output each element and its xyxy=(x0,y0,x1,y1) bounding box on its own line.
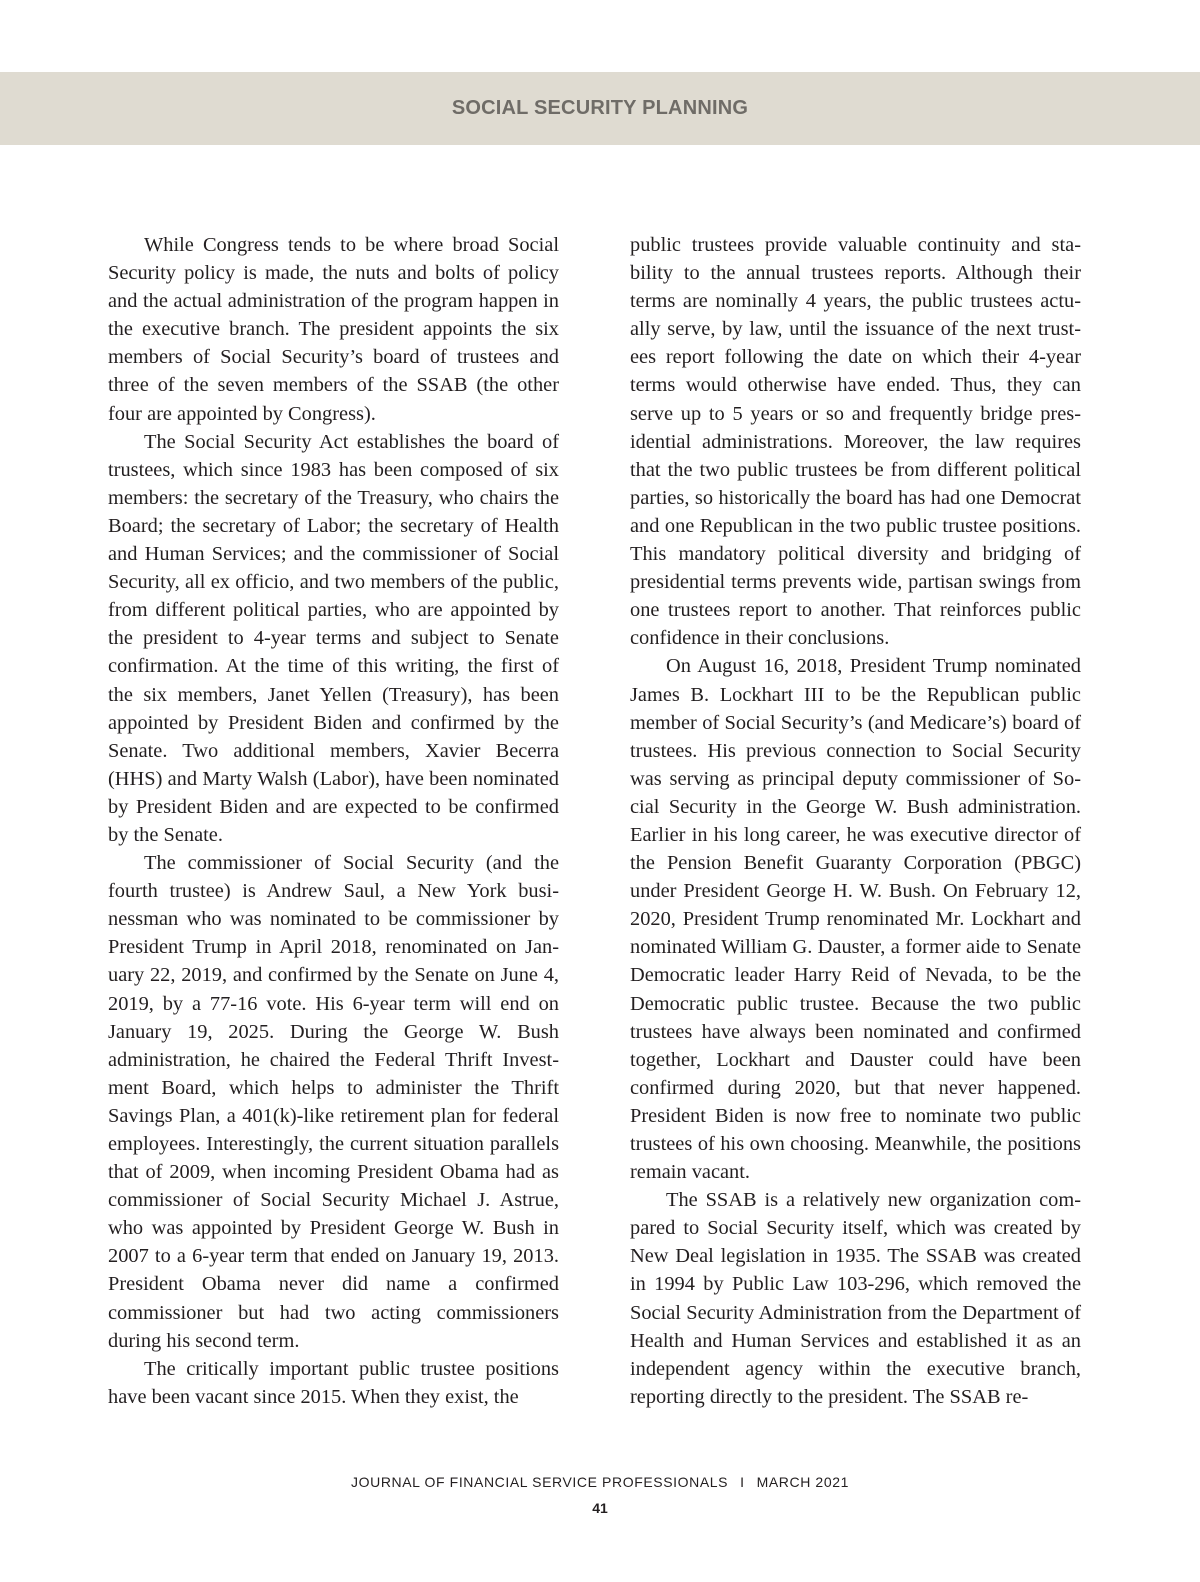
issue-date: MARCH 2021 xyxy=(756,1474,849,1490)
section-title: SOCIAL SECURITY PLANNING xyxy=(451,97,749,119)
journal-name: JOURNAL OF FINANCIAL SERVICE PROFESSIONALS xyxy=(351,1474,729,1490)
paragraph: The SSAB is a relatively new organization compared to Social Security itself, which was created by New Deal legislation in 1935. The SSAB was created in 1994 by Public Law 103-296, which removed the Social Security Administration from the Department of Health and Human Services and established it as an independent agency within the executive branch, reporting directly to the president. The SSAB re- xyxy=(630,1189,1081,1408)
left-column xyxy=(108,231,559,1411)
paragraph: On August 16, 2018, President Trump nominated James B. Lockhart III to be the Republican public member of Social Security’s (and Medicare’s) board of trustees. His previous connection to Social Security was serving as principal deputy commissioner of Social Security in the George W. Bush administration. Earlier in his long career, he was executive director of the Pension Benefit Guaranty Corporation (PBGC) under President George H. W. Bush. On February 12, 2020, President Trump renominated Mr. Lockhart and nominated William G. Dauster, a former aide to Senate Democratic leader Harry Reid of Nevada, to be the Democratic public trustee. Because the two public trustees have always been nominated and confirmed together, Lockhart and Dauster could have been confirmed during 2020, but that never happened. President Biden is now free to nominate two public trustees of his own choosing. Meanwhile, the positions remain vacant. xyxy=(630,655,1081,1184)
paragraph: The critically important public trustee positions have been vacant since 2015. When they exist, the xyxy=(108,1357,559,1408)
paragraph: While Congress tends to be where broad Social Security policy is made, the nuts and bolts of policy and the actual administration of the program happen in the executive branch. The president appoints the six members of Social Security’s board of trustees and three of the seven members of the SSAB (the other four are appointed by Congress). xyxy=(108,234,559,425)
footer-separator: I xyxy=(740,1474,745,1490)
paragraph-continued: public trustees provide valuable continuity and stability to the annual trustees reports. Although their terms are nominally 4 years, the public trustees actually serve, by law, until the issuance of the next trustees report following the date on which their 4-year terms would otherwise have ended. Thus, they can serve up to 5 years or so and frequently bridge presidential administrations. Moreover, the law requires that the two public trustees be from different political parties, so historically the board has had one Democrat and one Republican in the two public trustee positions. This mandatory political diversity and bridging of presidential terms prevents wide, partisan swings from one trustees report to another. That reinforces public confidence in their conclusions. xyxy=(630,234,1081,650)
footer-running-title xyxy=(0,1474,1200,1490)
section-header-band xyxy=(0,72,1200,145)
page-number: 41 xyxy=(592,1500,608,1516)
right-column xyxy=(630,231,1081,1411)
paragraph: The Social Security Act establishes the board of trustees, which since 1983 has been composed of six members: the secretary of the Treasury, who chairs the Board; the secretary of Labor; the secretary of Health and Human Services; and the commissioner of Social Security, all ex officio, and two members of the public, from different political parties, who are appointed by the president to 4-year terms and subject to Senate confirmation. At the time of this writing, the first of the six members, Janet Yellen (Treasury), has been appointed by President Biden and confirmed by the Senate. Two additional members, Xavier Becerra (HHS) and Marty Walsh (Labor), have been nominated by President Biden and are expected to be confirmed by the Senate. xyxy=(108,430,559,846)
paragraph: The commissioner of Social Security (and the fourth trustee) is Andrew Saul, a New York businessman who was nominated to be commissioner by President Trump in April 2018, renominated on January 22, 2019, and confirmed by the Senate on June 4, 2019, by a 77-16 vote. His 6-year term will end on January 19, 2025. During the George W. Bush administration, he chaired the Federal Thrift Investment Board, which helps to administer the Thrift Savings Plan, a 401(k)-like retirement plan for federal employees. Interestingly, the current situation parallels that of 2009, when incoming President Obama had as commissioner of Social Security Michael J. Astrue, who was appointed by President George W. Bush in 2007 to a 6-year term that ended on January 19, 2013. President Obama never did name a confirmed commissioner but had two acting commissioners during his second term. xyxy=(108,852,559,1352)
